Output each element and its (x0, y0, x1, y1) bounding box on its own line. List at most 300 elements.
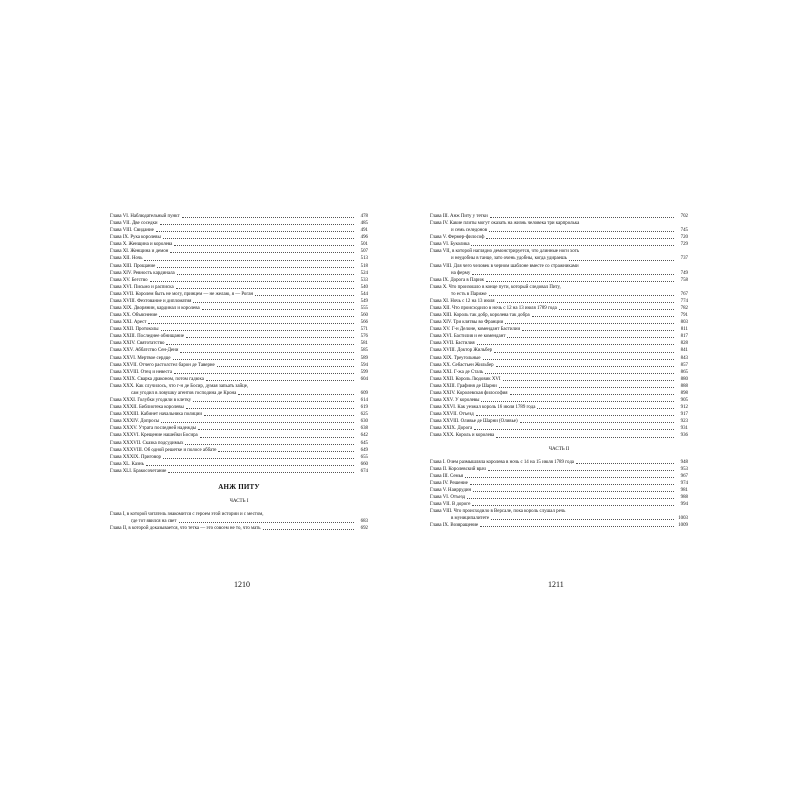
dot-leader (218, 451, 354, 452)
dot-leader (470, 484, 674, 485)
toc-entry (430, 480, 688, 487)
toc-entry (110, 397, 368, 404)
toc-entry-title: Глава XIV. Три клятвы во Франции (430, 320, 504, 326)
toc-entry-title: Глава XXIX. Сварка драконом, потом гадюка (110, 376, 204, 382)
toc-entry-title: Глава XXXVIII. Об одной решетке и полосе аббате (110, 447, 217, 453)
dot-leader (180, 352, 354, 353)
toc-entry-title: Глава XXVI. Как уезжал король 16 июля 1789 года (430, 405, 536, 411)
toc-entry (110, 213, 368, 220)
toc-entry (110, 376, 368, 383)
toc-entry-page: 791 (680, 313, 688, 319)
dot-leader (467, 498, 674, 499)
toc-entry-page: 720 (680, 235, 688, 241)
toc-entry (430, 376, 688, 383)
dot-leader (483, 359, 674, 360)
toc-entry-title: Глава IV. Решение (430, 480, 468, 486)
toc-entry-title: Глава XXVIII. Отец и невеста (110, 369, 173, 375)
toc-entry (430, 466, 688, 473)
toc-entry-title: Глава XVI. Письмо и расписка (110, 284, 174, 290)
dot-leader (168, 472, 354, 473)
toc-entry-title: Глава XXVII. Отчего растолстел барон де Таверне (110, 362, 215, 368)
toc-entry-title: Глава VII, в которой наглядно демонстрируется, что длинные ноги хоть (430, 249, 580, 255)
dot-leader (255, 295, 354, 296)
dot-leader (472, 274, 674, 275)
toc-entry (430, 404, 688, 411)
toc-entry-title-cont: и неудобны в танце, зато очень удобны, когда удираешь (451, 256, 567, 262)
dot-leader (200, 437, 354, 438)
dot-leader (179, 522, 355, 523)
toc-entry (110, 440, 368, 447)
toc-entry-page: 857 (680, 362, 688, 368)
toc-entry-title: Глава V. Наиррудин (430, 487, 472, 493)
toc-entry-page: 485 (360, 221, 368, 227)
toc-entry (430, 494, 688, 501)
toc-entry-title: Глава II, в которой доказывается, что тетка — это совсем не то, что мать (110, 526, 261, 532)
toc-entry (110, 362, 368, 369)
toc-entry-title: Глава XXV. У королевы (430, 398, 480, 404)
toc-entry-page: 988 (680, 494, 688, 500)
toc-entry-page: 923 (680, 419, 688, 425)
dot-leader (177, 274, 354, 275)
toc-entry-title: Глава XI. Ночь с 12 на 13 июля (430, 298, 495, 304)
toc-entry (110, 525, 368, 532)
dot-leader (163, 238, 354, 239)
toc-entry-page: 683 (360, 518, 368, 524)
toc-entry-page: 803 (680, 320, 688, 326)
toc-entry (110, 404, 368, 411)
toc-entry-title: Глава V. Фермер-философ (430, 235, 485, 241)
toc-entry-title: Глава IV. Какие плиты могут оказать на жизнь человека три карпролька (430, 221, 580, 227)
toc-entry-page: 645 (360, 440, 368, 446)
section-subtitle: ЧАСТЬ I (229, 498, 249, 504)
dot-leader (507, 337, 674, 338)
toc-entry-page: 745 (680, 228, 688, 234)
toc-entry (110, 284, 368, 291)
toc-entry-page: 912 (680, 405, 688, 411)
toc-entry-page: 642 (360, 433, 368, 439)
toc-entry-page: 576 (360, 334, 368, 340)
toc-entry-page: 571 (360, 327, 368, 333)
toc-entry-title: Глава VII. Две соседки (110, 221, 158, 227)
dot-leader (496, 366, 674, 367)
toc-entry-title: Глава XXII. Король Людовик XVI (430, 376, 501, 382)
dot-leader (193, 401, 354, 402)
dot-leader (497, 302, 674, 303)
toc-entry-page: 843 (680, 355, 688, 361)
toc-entry-title: Глава VIII. Что происходило в Версале, пока король слушал речь (430, 509, 566, 515)
toc-entry (110, 418, 368, 425)
toc-entry (430, 319, 688, 326)
dot-leader (472, 505, 674, 506)
section-subtitle: ЧАСТЬ II (548, 446, 570, 452)
toc-entry-title: Глава X. Что произошло в конце пути, который следовал Питу, (430, 284, 561, 290)
toc-entry (110, 425, 368, 432)
toc-entry-title: Глава XI. Женщина и демон (110, 249, 169, 255)
toc-entry-title: Глава XXVIII. Оливье де Шарни (Оливье) (430, 419, 518, 425)
toc-entry (110, 468, 368, 475)
toc-entry (110, 277, 368, 284)
toc-entry-title: Глава XXIII. Последнее обнищание (110, 334, 185, 340)
toc-entry (430, 340, 688, 347)
toc-entry (110, 454, 368, 461)
dot-leader (161, 422, 354, 423)
toc-entry-title-cont: на ферму (451, 270, 471, 276)
toc-entry (110, 312, 368, 319)
dot-leader (238, 394, 354, 395)
toc-entry (430, 305, 688, 312)
dot-leader (480, 526, 674, 527)
toc-entry-page: 496 (360, 235, 368, 241)
dot-leader (486, 281, 674, 282)
dot-leader (488, 470, 674, 471)
toc-entry (430, 347, 688, 354)
toc-entry-title: Глава XXXV. Утрата последней надежды (110, 426, 197, 432)
toc-entry-page: 555 (360, 306, 368, 312)
toc-entry-title-cont: где тот явился на свет (131, 518, 177, 524)
dot-leader (263, 529, 354, 530)
toc-entry (110, 383, 368, 397)
toc-entry-page: 599 (360, 369, 368, 375)
toc-entry-title: Глава XV. Бегство (110, 277, 148, 283)
toc-entry-title: Глава XXIV. Королевская философия (430, 390, 508, 396)
dot-leader (157, 267, 354, 268)
dot-leader (532, 316, 674, 317)
toc-entry (110, 298, 368, 305)
dot-leader (510, 394, 675, 395)
dot-leader (206, 380, 354, 381)
dot-leader (481, 401, 674, 402)
toc-entry (110, 220, 368, 227)
toc-entry-page: 507 (360, 249, 368, 255)
dot-leader (490, 217, 674, 218)
toc-entry (430, 362, 688, 369)
toc-entry-page: 811 (680, 327, 688, 333)
toc-entry-page: 737 (680, 256, 688, 262)
toc-entry-page: 817 (680, 334, 688, 340)
toc-entry-title: Глава XVIII. Доктор Жильбер (430, 348, 493, 354)
toc-entry (110, 411, 368, 418)
toc-entry (430, 487, 688, 494)
toc-entry-title: Глава VIII. Свидание (110, 228, 154, 234)
toc-entry-title: Глава XXIX. Дорога (430, 426, 473, 432)
dot-leader (150, 281, 354, 282)
dot-leader (198, 429, 354, 430)
toc-entry-page: 981 (680, 487, 688, 493)
toc-entry (110, 461, 368, 468)
toc-entry-page: 936 (680, 433, 688, 439)
dot-leader (204, 415, 354, 416)
dot-leader (148, 323, 354, 324)
dot-leader (193, 302, 354, 303)
toc-entry (430, 213, 688, 220)
toc-entry-title: Глава IX. Возвращение (430, 523, 479, 529)
toc-entry-title: Глава XV. Г-н Делоне, комендант Бастилии (430, 327, 521, 333)
toc-entry-page: 931 (680, 426, 688, 432)
toc-entry-title: Глава XXX. Король и королева (430, 433, 495, 439)
toc-entry (110, 333, 368, 340)
toc-entry-title: Глава I, в которой читатель знакомится с героем этой истории и с местом, (110, 511, 264, 517)
toc-entry (110, 511, 368, 525)
toc-entry-page: 702 (680, 214, 688, 219)
toc-entry-title-cont: сам угодил в ловушку агентов господина де Крона (131, 390, 237, 396)
dot-leader (471, 245, 674, 246)
toc-entry-title: Глава IX. Рука королевы (110, 235, 161, 241)
toc-entry (430, 418, 688, 425)
toc-entry-page: 581 (360, 341, 368, 347)
toc-entry-page: 513 (360, 256, 368, 262)
toc-entry-title: Глава XII. Ночь (110, 256, 143, 262)
toc-entry-title: Глава XIII. Прощание (110, 263, 156, 269)
dot-leader (170, 252, 354, 253)
right-page-number: 1211 (548, 580, 564, 589)
left-page-toc (110, 213, 368, 532)
toc-entry (430, 234, 688, 241)
dot-leader (537, 408, 674, 409)
toc-entry-page: 518 (360, 263, 368, 269)
toc-entry-title: Глава XXX. Как случилось, что г-н де Босир, думая запьать зайце, (110, 383, 249, 389)
toc-entry-title: Глава XXV. Аббатство Сен-Дени (110, 348, 179, 354)
dot-leader (522, 330, 674, 331)
toc-entry (430, 425, 688, 432)
toc-entry-page: 974 (680, 480, 688, 486)
toc-entry (430, 333, 688, 340)
toc-entry (430, 473, 688, 480)
toc-entry-page: 478 (360, 214, 368, 219)
toc-entry (110, 241, 368, 248)
dot-leader (496, 437, 674, 438)
dot-leader (161, 330, 354, 331)
toc-entry-page: 619 (360, 405, 368, 411)
toc-entry-page: 491 (360, 228, 368, 234)
toc-entry-page: 501 (360, 242, 368, 248)
toc-entry (430, 390, 688, 397)
toc-entry-title: Глава III. Анж Питу у тетки (430, 214, 488, 219)
toc-entry-title: Глава XIX. Дворянин, кардинал и королева (110, 306, 200, 312)
toc-entry-page: 649 (360, 447, 368, 453)
toc-entry-page: 967 (680, 473, 688, 479)
toc-entry (430, 459, 688, 466)
toc-entry-title: Глава XLI. Бракосочетание (110, 468, 167, 474)
toc-entry-title: Глава XIX. Треугольные (430, 355, 481, 361)
toc-entry (110, 234, 368, 241)
toc-entry-title: Глава XX. Себастьен Жильбер (430, 362, 494, 368)
toc-entry (110, 355, 368, 362)
toc-entry-title: Глава XVII. Бастилия (430, 341, 475, 347)
toc-entry-title: Глава XXII. Протоколы (110, 327, 159, 333)
toc-entry-title: Глава XXVI. Мертвое сердце (110, 355, 171, 361)
toc-entry (110, 432, 368, 439)
toc-entry-page: 625 (360, 412, 368, 418)
toc-entry-page: 655 (360, 454, 368, 460)
toc-entry-title: Глава XX. Объяснение (110, 313, 158, 319)
toc-entry (430, 220, 688, 234)
dot-leader (160, 224, 354, 225)
toc-entry-title: Глава XVII. Королем быть не могу, принцем — не желаю, я — Роган (110, 291, 254, 297)
toc-entry-page: 630 (360, 419, 368, 425)
dot-leader (505, 323, 674, 324)
toc-entry (430, 383, 688, 390)
dot-leader (185, 444, 354, 445)
toc-entry (110, 291, 368, 298)
toc-entry-page: 880 (680, 376, 688, 382)
toc-entry-title: Глава XVI. Бастилия и ее комендант (430, 334, 506, 340)
toc-entry-title: Глава I. Очем размышляла королева в ночь с 14 на 15 июля 1789 года (430, 459, 574, 465)
toc-entry-page: 692 (360, 526, 368, 532)
toc-entry-title: Глава XL. Казнь (110, 461, 144, 467)
toc-entry (110, 447, 368, 454)
toc-entry-title: Глава IX. Дорога в Париж (430, 277, 485, 283)
toc-entry-page: 828 (680, 341, 688, 347)
dot-leader (174, 373, 354, 374)
toc-entry-page: 566 (360, 320, 368, 326)
toc-entry (110, 305, 368, 312)
toc-entry-page: 614 (360, 398, 368, 404)
toc-entry-page: 948 (680, 459, 688, 465)
dot-leader (166, 344, 354, 345)
toc-entry-page: 1009 (678, 523, 688, 529)
dot-leader (569, 260, 674, 261)
toc-entry-page: 841 (680, 348, 688, 354)
dot-leader (186, 337, 354, 338)
toc-entry (110, 347, 368, 354)
toc-entry-page: 524 (360, 270, 368, 276)
toc-entry-title: Глава XXIII. Графиня де Шарни (430, 383, 497, 389)
toc-entry (430, 501, 688, 508)
dot-leader (491, 519, 674, 520)
toc-entry-title: Глава XXXIII. Кабинет начальника полиции (110, 412, 203, 418)
toc-entry (430, 411, 688, 418)
dot-leader (159, 316, 354, 317)
toc-entry-page: 774 (680, 298, 688, 304)
toc-entry (430, 326, 688, 333)
dot-leader (489, 295, 674, 296)
toc-entry-page: 1003 (678, 516, 688, 522)
toc-entry-title: Глава XXXII. Библиотека королевы (110, 405, 184, 411)
dot-leader (559, 309, 674, 310)
dot-leader (499, 387, 674, 388)
toc-entry (430, 397, 688, 404)
dot-leader (520, 422, 674, 423)
dot-leader (486, 238, 674, 239)
toc-entry-title: Глава VI. Буколика (430, 242, 470, 248)
toc-entry-title: Глава XXVII. Отъезд (430, 412, 474, 418)
toc-entry-title: Глава XXXVII. Сказка подсудимых (110, 440, 184, 446)
toc-entry (430, 355, 688, 362)
toc-entry-title: Глава X. Женщина и королева (110, 242, 173, 248)
toc-entry (430, 312, 688, 319)
dot-leader (174, 245, 354, 246)
toc-entry (430, 508, 688, 522)
dot-leader (146, 465, 354, 466)
toc-entry-page: 898 (680, 390, 688, 396)
toc-entry-title: Глава VIII. Для чего человек в черном шаблоне вместе со стражниками (430, 263, 579, 269)
toc-entry-title: Глава III. Семья (430, 473, 464, 479)
toc-entry (110, 263, 368, 270)
toc-entry-page: 917 (680, 412, 688, 418)
toc-entry-page: 560 (360, 313, 368, 319)
toc-entry (430, 277, 688, 284)
toc-entry (430, 369, 688, 376)
left-page-number: 1210 (234, 580, 250, 589)
dot-leader (156, 231, 354, 232)
toc-entry-page: 953 (680, 466, 688, 472)
dot-leader (182, 217, 354, 218)
right-page-toc (430, 213, 688, 529)
toc-entry-page: 888 (680, 383, 688, 389)
toc-entry-title: Глава XII. Что происходило в ночь с 12 на 13 июля 1789 года (430, 306, 557, 312)
dot-leader (144, 260, 354, 261)
toc-entry (430, 522, 688, 529)
dot-leader (173, 359, 354, 360)
toc-entry-page: 767 (680, 291, 688, 297)
toc-entry-title: Глава XXIV. Святотатство (110, 341, 165, 347)
dot-leader (202, 309, 354, 310)
toc-entry-title: Глава VI. Наблюдательный пункт (110, 214, 180, 219)
toc-entry-title: Глава XXI. Арест (110, 320, 147, 326)
toc-entry (430, 263, 688, 277)
toc-entry-page: 604 (360, 376, 368, 382)
toc-entry (110, 227, 368, 234)
toc-entry-title: Глава II. Королевский врач (430, 466, 486, 472)
toc-entry-page: 905 (680, 398, 688, 404)
toc-entry-title: Глава XXXI. Голубки угодили в клетку (110, 398, 192, 404)
toc-entry-page: 782 (680, 306, 688, 312)
toc-entry-page: 660 (360, 461, 368, 467)
toc-entry-page: 594 (360, 362, 368, 368)
toc-entry-title-cont: то есть в Париже (451, 291, 487, 297)
dot-leader (576, 463, 674, 464)
toc-entry-page: 544 (360, 291, 368, 297)
toc-entry (430, 248, 688, 262)
dot-leader (465, 477, 674, 478)
toc-entry (110, 248, 368, 255)
toc-entry-title: Глава VI. Отъезд (430, 494, 466, 500)
toc-entry (110, 340, 368, 347)
toc-entry (110, 326, 368, 333)
toc-entry-page: 549 (360, 298, 368, 304)
toc-entry-title: Глава VII. В дороге (430, 501, 471, 507)
section-title: АНЖ ПИТУ (218, 482, 260, 491)
toc-entry-page: 674 (360, 468, 368, 474)
toc-entry (110, 270, 368, 277)
toc-entry (430, 298, 688, 305)
toc-entry (430, 432, 688, 439)
toc-entry-page: 758 (680, 277, 688, 283)
toc-entry (110, 255, 368, 262)
dot-leader (489, 231, 674, 232)
toc-entry-page: 994 (680, 501, 688, 507)
toc-entry-page: 638 (360, 426, 368, 432)
dot-leader (473, 491, 674, 492)
dot-leader (176, 288, 354, 289)
toc-entry-page: 589 (360, 355, 368, 361)
toc-entry-page: 533 (360, 277, 368, 283)
toc-entry-title: Глава XIV. Ревность кардинала (110, 270, 175, 276)
toc-entry-page: 865 (680, 369, 688, 375)
toc-entry-title: Глава XXXVI. Крещение нашейки Босира (110, 433, 198, 439)
toc-entry-page: 729 (680, 242, 688, 248)
toc-entry (430, 241, 688, 248)
dot-leader (503, 380, 674, 381)
toc-entry-page: 585 (360, 348, 368, 354)
dot-leader (474, 429, 674, 430)
toc-entry-title: Глава XXXIV. Допросы (110, 419, 160, 425)
toc-entry-page: 609 (360, 390, 368, 396)
toc-entry (110, 369, 368, 376)
dot-leader (163, 458, 354, 459)
dot-leader (485, 373, 674, 374)
dot-leader (494, 352, 674, 353)
